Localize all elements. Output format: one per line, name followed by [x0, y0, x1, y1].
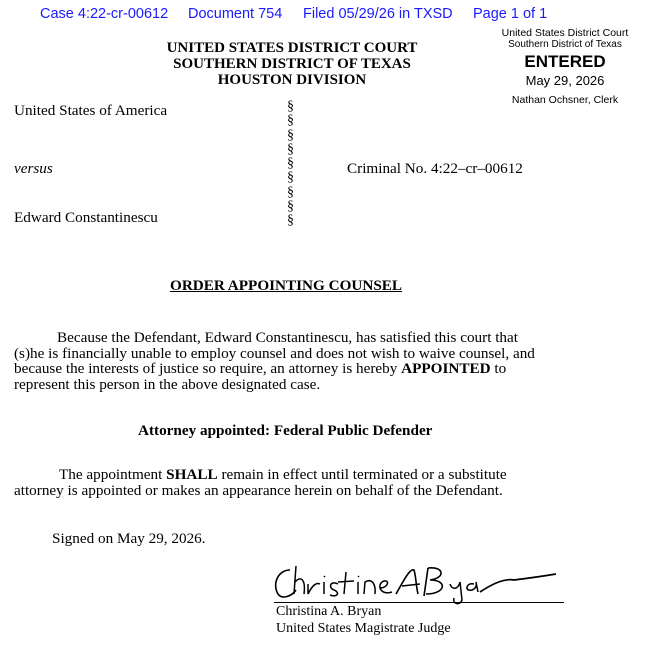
- paragraph2-line1-end: remain in effect until terminated or a substitute: [217, 466, 507, 483]
- paragraph1-line3: [14, 361, 506, 377]
- signed-date: Signed on May 29, 2026.: [52, 530, 206, 547]
- paragraph1-line1: Because the Defendant, Edward Constantinescu, has satisfied this court that: [57, 329, 518, 346]
- section-mark: §: [287, 113, 294, 129]
- section-mark: §: [287, 199, 294, 215]
- page-count-header: Page 1 of 1: [473, 6, 548, 22]
- versus-label: versus: [14, 160, 53, 177]
- stamp-court-line: United States District Court: [501, 27, 629, 39]
- criminal-case-number: Criminal No. 4:22–cr–00612: [347, 160, 523, 177]
- section-mark: §: [287, 99, 294, 114]
- stamp-date: May 29, 2026: [525, 73, 605, 88]
- order-title: ORDER APPOINTING COUNSEL: [170, 277, 403, 294]
- court-division: HOUSTON DIVISION: [217, 72, 367, 88]
- defendant-name: Edward Constantinescu: [14, 209, 158, 226]
- paragraph2-line2: attorney is appointed or makes an appearance herein on behalf of the Defendant.: [14, 482, 503, 499]
- judge-name: Christina A. Bryan: [276, 604, 382, 619]
- judge-title: United States Magistrate Judge: [276, 621, 451, 636]
- paragraph1-line3-text: because the interests of justice so require, an attorney is hereby: [14, 360, 402, 377]
- signature-line: [274, 602, 564, 603]
- section-mark: §: [287, 156, 294, 172]
- court-name: UNITED STATES DISTRICT COURT: [166, 40, 418, 56]
- paragraph2-line1: [59, 467, 507, 483]
- case-number-header: Case 4:22-cr-00612: [40, 6, 169, 22]
- section-mark: §: [287, 170, 294, 186]
- paragraph2-line1-text: The appointment: [59, 466, 167, 483]
- stamp-clerk: Nathan Ochsner, Clerk: [511, 94, 619, 106]
- filed-date-header: Filed 05/29/26 in TXSD: [303, 6, 453, 22]
- paragraph1-line4: represent this person in the above designated case.: [14, 376, 321, 393]
- section-mark: §: [287, 213, 294, 229]
- document-number-header: Document 754: [188, 6, 283, 22]
- plaintiff-name: United States of America: [14, 102, 168, 119]
- paragraph1-line3-end: to: [490, 360, 507, 377]
- section-mark: §: [287, 184, 294, 200]
- section-marks-column: [287, 100, 294, 229]
- appointed-emphasis: APPOINTED: [401, 360, 491, 377]
- attorney-appointed: Attorney appointed: Federal Public Defender: [138, 422, 433, 439]
- court-district: SOUTHERN DISTRICT OF TEXAS: [173, 56, 411, 72]
- paragraph1-line2: (s)he is financially unable to employ counsel and does not wish to waive counsel, and: [14, 345, 535, 362]
- stamp-entered: ENTERED: [524, 52, 606, 71]
- shall-emphasis: SHALL: [166, 466, 218, 483]
- section-mark: §: [287, 127, 294, 143]
- stamp-district-line: Southern District of Texas: [508, 39, 622, 50]
- section-mark: §: [287, 141, 294, 157]
